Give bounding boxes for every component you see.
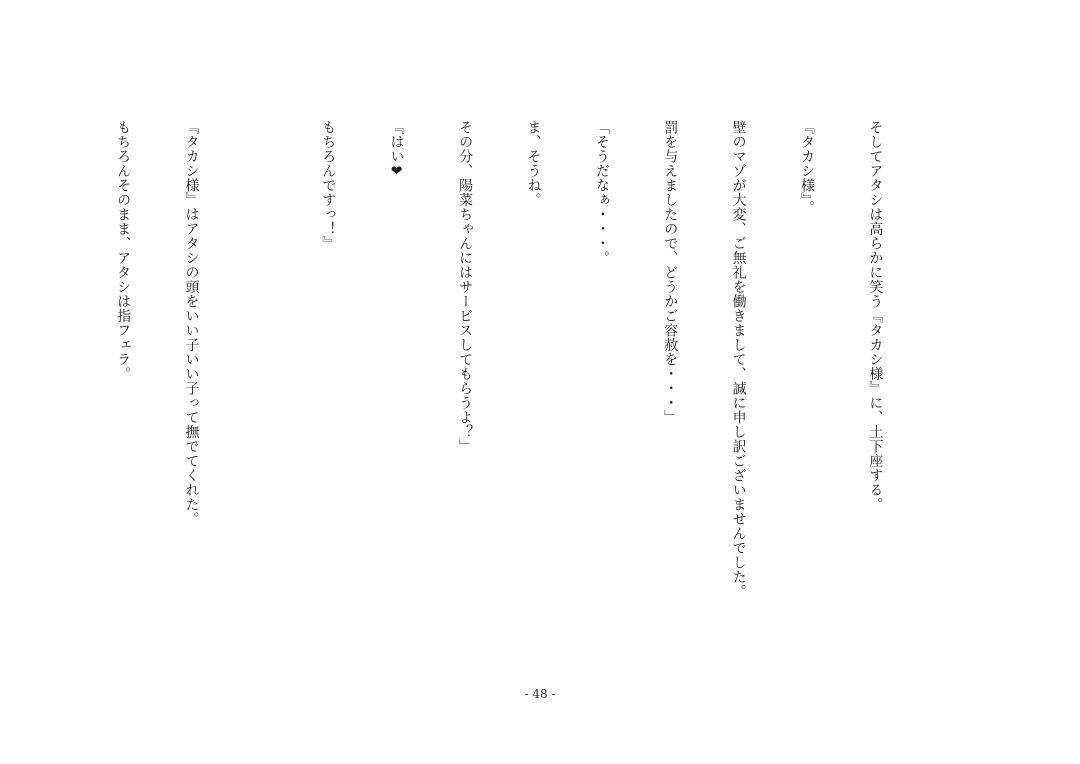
text-line: 『タカシ様』。 <box>799 120 816 215</box>
text-line: 罰を与えましたので、どうかご容赦を・・・」 <box>662 120 679 425</box>
page-number: - 48 - <box>524 687 556 701</box>
text-line: その分、陽菜ちゃんにはサービスしてもらうよ？」 <box>457 120 474 454</box>
text-line: そしてアタシは高らかに笑う『タカシ様』に、土下座する。 <box>867 120 884 512</box>
text-line: 『はい❤ <box>388 120 405 180</box>
text-line: 『タカシ様』はアタシの頭をいい子いい子って撫でてくれた。 <box>183 120 200 526</box>
text-line: もちろんそのまま、アタシは指フェラ。 <box>115 120 132 381</box>
text-line: 「そうだなぁ・・・。 <box>593 120 610 265</box>
blank-line <box>43 120 66 620</box>
text-line: もちろんですっ！』 <box>320 120 337 251</box>
vertical-text-body <box>0 120 932 620</box>
text-line: ま、そうね。 <box>525 120 542 207</box>
blank-line <box>248 120 271 620</box>
text-line: 壁のマゾが大変、ご無礼を働きまして、誠に申し訳ございませんでした。 <box>730 120 747 599</box>
